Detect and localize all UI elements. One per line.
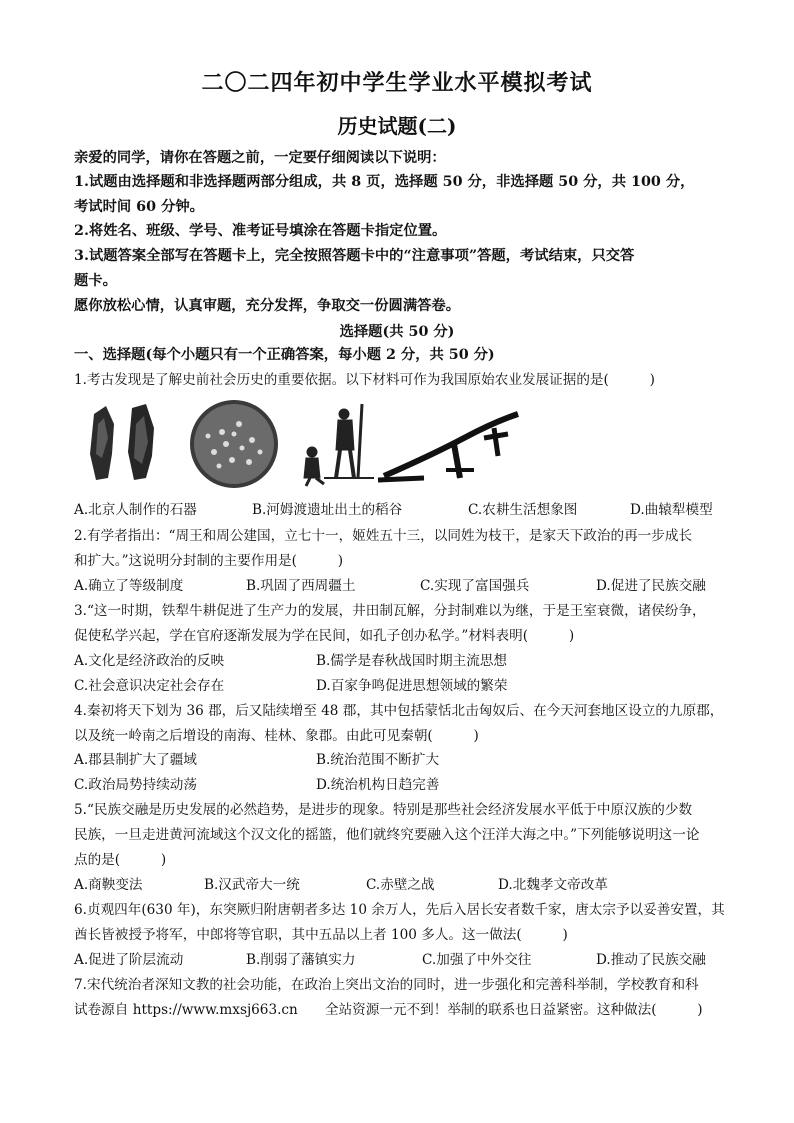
question-6-stem-line-1: 6.贞观四年(630 年)，东突厥归附唐朝者多达 10 余万人，先后入居长安者数千家，唐太宗予以妥善安置，其 [74,902,725,918]
question-3-option-b: B.儒学是春秋战国时期主流思想 [316,653,508,669]
question-7-stem-line-1: 7.宋代统治者深知文教的社会功能，在政治上突出文治的同时，进一步强化和完善科举制，学校教育和科 [74,977,699,993]
question-6-stem-line-2: 酋长皆被授予将军，中郎将等官职，其中五品以上者 100 多人。这一做法( ) [74,927,568,943]
instruction-3-line-1: 3.试题答案全部写在答题卡上，完全按照答题卡中的“注意事项”答题，考试结束，只交答 [74,248,635,264]
question-6-option-c: C.加强了中外交往 [422,952,532,968]
instruction-1-line-2: 考试时间 60 分钟。 [74,199,204,215]
question-2-option-c: C.实现了富国强兵 [420,578,530,594]
question-5-option-d: D.北魏孝文帝改革 [498,877,608,893]
question-2-stem-line-1: 2.有学者指出：“周王和周公建国，立七十一，姬姓五十三，以同姓为枝干，是家天下政治的再一步成长 [74,528,693,544]
question-5-option-c: C.赤壁之战 [366,877,435,893]
question-7-stem-line-2: 试卷源自 https://www.mxsj663.cn 全站资源一元不到！举制的联系也日益紧密。这种做法( ) [74,1002,703,1018]
question-3-stem-line-1: 3.“这一时期，铁犁牛耕促进了生产力的发展，井田制瓦解，分封制难以为继，于是王室衰微，诸侯纷争， [74,603,706,619]
question-3-stem-line-2: 促使私学兴起，学在官府逐渐发展为学在民间，如孔子创办私学。”材料表明( ) [74,628,575,644]
exam-subtitle: 历史试题(二) [337,114,457,138]
question-4-option-c: C.政治局势持续动荡 [74,777,197,793]
question-5-option-b: B.汉武帝大一统 [204,877,300,893]
exam-title: 二〇二四年初中学生学业水平模拟考试 [201,70,593,96]
question-6-option-a: A.促进了阶层流动 [74,952,184,968]
rice-grain-image [190,400,278,488]
instruction-1-line-1: 1.试题由选择题和非选择题两部分组成，共 8 页，选择题 50 分，非选择题 50 分，共 100 分， [74,174,695,190]
question-2-option-a: A.确立了等级制度 [74,578,184,594]
instructions-wish: 愿你放松心情，认真审题，充分发挥，争取交一份圆满答卷。 [74,298,461,314]
instruction-2: 2.将姓名、班级、学号、准考证号填涂在答题卡指定位置。 [74,223,447,239]
question-1-images [74,394,526,494]
stone-tools-image [90,404,154,480]
question-5-option-a: A.商鞅变法 [74,877,143,893]
question-4-option-a: A.郡县制扩大了疆域 [74,752,197,768]
farming-scene-image [304,404,374,486]
question-1-option-c: C.农耕生活想象图 [468,502,578,518]
instructions-intro: 亲爱的同学，请你在答题之前，一定要仔细阅读以下说明： [74,150,446,166]
question-2-option-d: D.促进了民族交融 [596,578,706,594]
question-5-stem-line-1: 5.“民族交融是历史发展的必然趋势，是进步的现象。特别是那些社会经济发展水平低于中原汉族的少数 [74,802,693,818]
question-1-stem: 1.考古发现是了解史前社会历史的重要依据。以下材料可作为我国原始农业发展证据的是( ) [74,372,655,388]
question-4-option-d: D.统治机构日趋完善 [316,777,440,793]
question-6-option-d: D.推动了民族交融 [596,952,706,968]
question-5-stem-line-3: 点的是( ) [74,852,167,868]
question-3-option-a: A.文化是经济政治的反映 [74,653,225,669]
question-1-option-d: D.曲辕犁模型 [630,502,713,518]
question-3-option-c: C.社会意识决定社会存在 [74,678,225,694]
question-1-option-b: B.河姆渡遗址出土的稻谷 [252,502,403,518]
question-2-option-b: B.巩固了西周疆土 [246,578,356,594]
question-6-option-b: B.削弱了藩镇实力 [246,952,356,968]
question-4-stem-line-1: 4.秦初将天下划为 36 郡，后又陆续增至 48 郡，其中包括蒙恬北击匈奴后、在今天河套地区设立的九原郡， [74,703,724,719]
question-4-option-b: B.统治范围不断扩大 [316,752,440,768]
part-title: 一、选择题(每个小题只有一个正确答案，每小题 2 分，共 50 分) [74,347,495,363]
question-2-stem-line-2: 和扩大。”这说明分封制的主要作用是( ) [74,553,344,569]
question-1-figure [74,394,526,494]
question-4-stem-line-2: 以及统一岭南之后增设的南海、桂林、象郡。由此可见秦朝( ) [74,728,479,744]
curved-plow-image [378,414,518,480]
instruction-3-line-2: 题卡。 [74,273,117,289]
question-1-option-a: A.北京人制作的石器 [74,502,197,518]
question-3-option-d: D.百家争鸣促进思想领域的繁荣 [316,678,508,694]
section-heading: 选择题(共 50 分) [339,324,455,340]
question-5-stem-line-2: 民族，一旦走进黄河流域这个汉文化的摇篮，他们就终究要融入这个汪洋大海之中。”下列能够说明这一论 [74,827,700,843]
